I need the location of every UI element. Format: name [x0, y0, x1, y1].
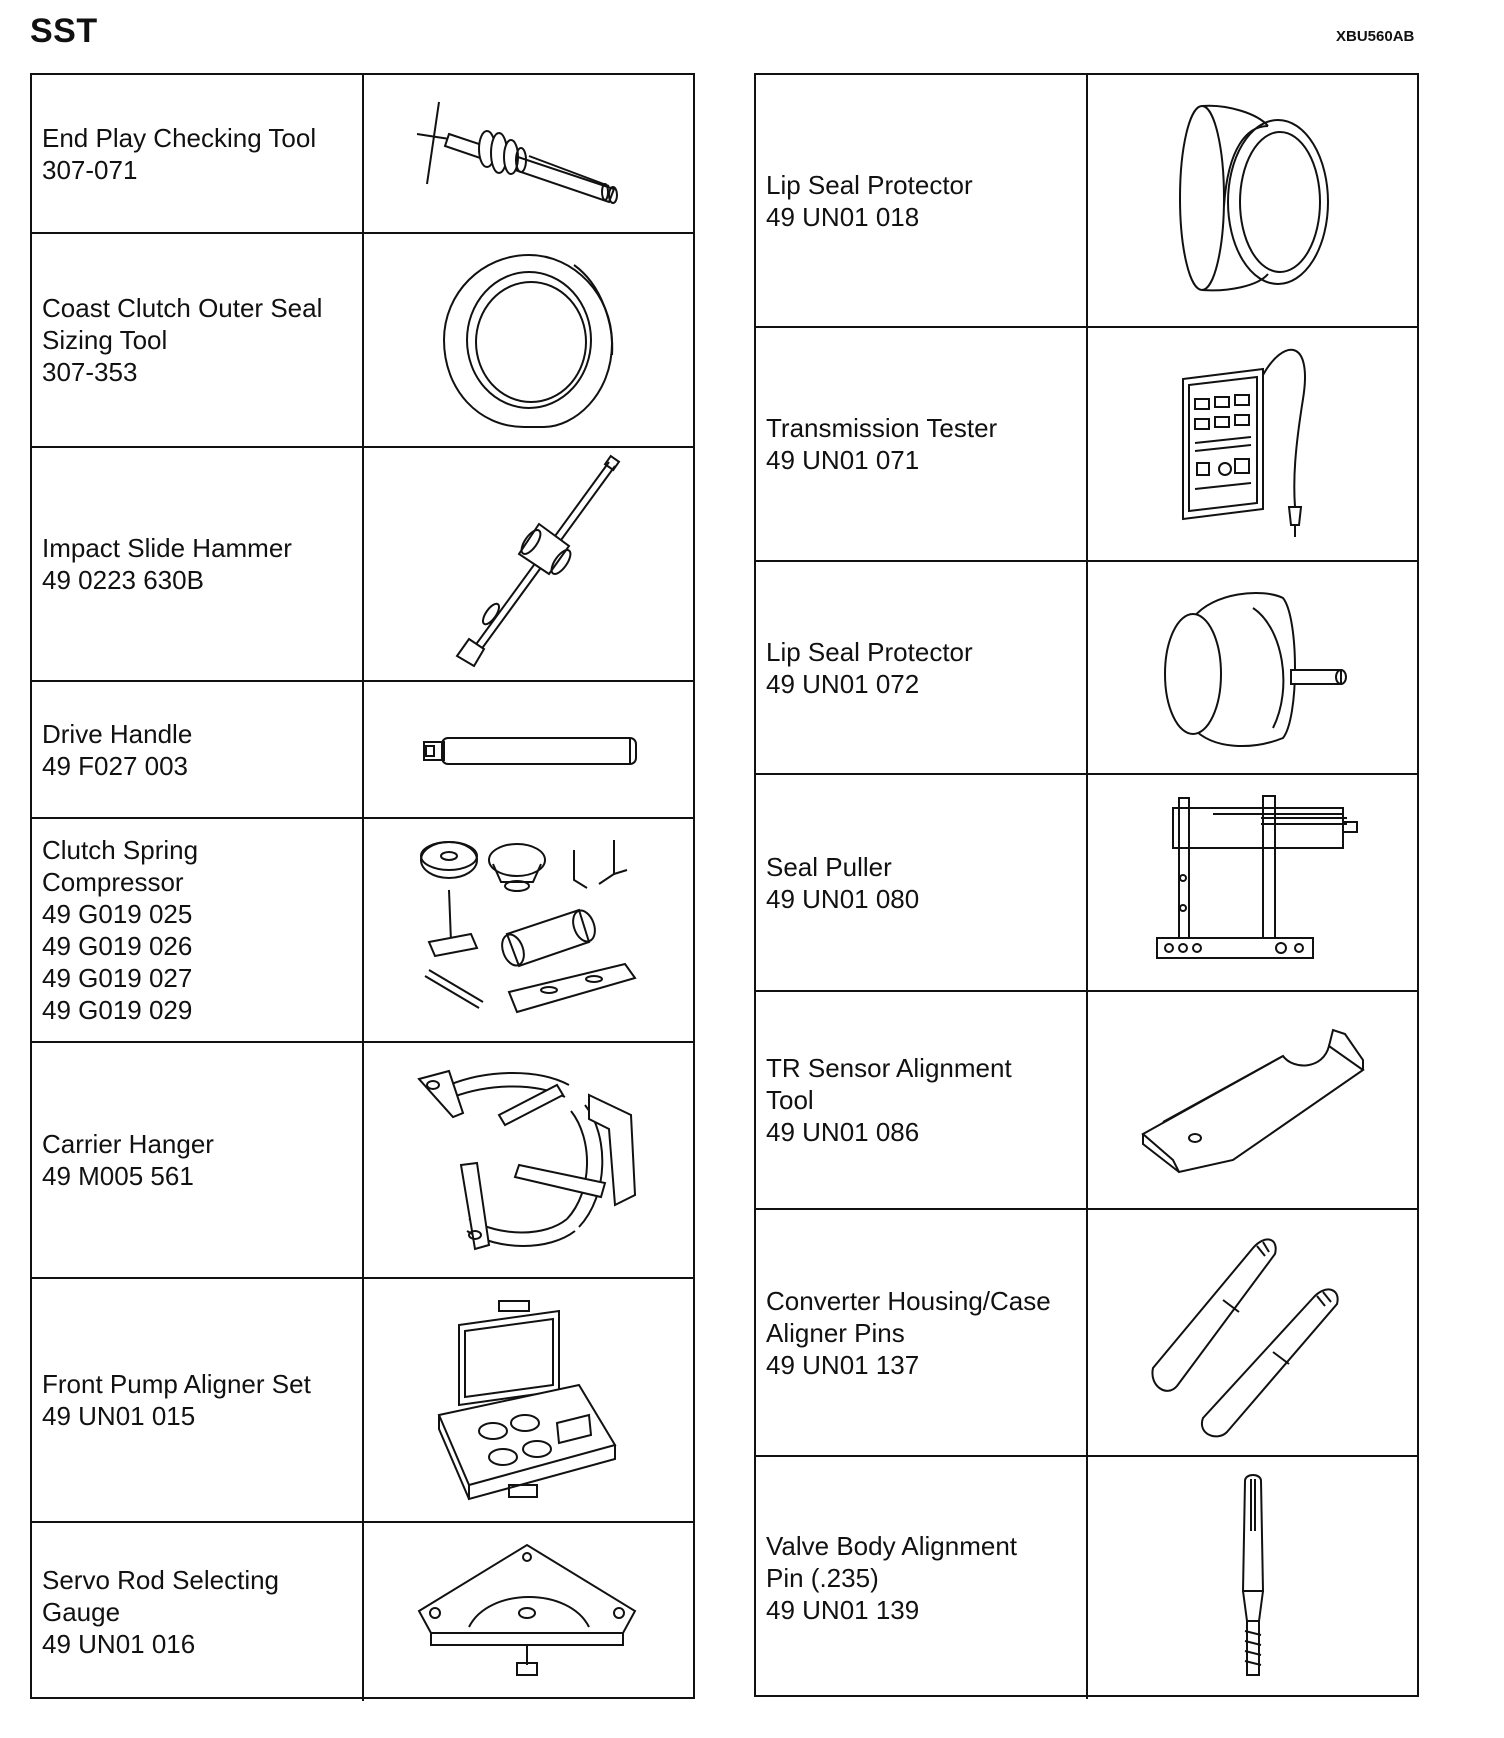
table-row [32, 1041, 693, 1277]
seal-puller-icon [1143, 788, 1363, 978]
table-row [32, 75, 693, 232]
tool-label: End Play Checking Tool 307-071 [32, 75, 364, 232]
triangular-gauge-icon [409, 1537, 649, 1687]
tool-label: Clutch Spring Compressor 49 G019 025 49 G019 026 49 G019 027 49 G019 029 [32, 819, 364, 1041]
end-play-checking-tool-icon [409, 94, 649, 214]
tool-label: Seal Puller 49 UN01 080 [756, 775, 1088, 990]
tool-label: Servo Rod Selecting Gauge 49 UN01 016 [32, 1523, 364, 1701]
tool-label: Front Pump Aligner Set 49 UN01 015 [32, 1279, 364, 1521]
slide-hammer-icon [429, 454, 629, 674]
tool-label: Transmission Tester 49 UN01 071 [756, 328, 1088, 560]
page-title: SST [30, 12, 98, 50]
tool-label: Carrier Hanger 49 M005 561 [32, 1043, 364, 1277]
tool-label: Drive Handle 49 F027 003 [32, 682, 364, 817]
drive-handle-icon [414, 720, 644, 780]
table-row [32, 446, 693, 680]
seal-sizing-ring-icon [434, 245, 624, 435]
tool-label: Valve Body Alignment Pin (.235) 49 UN01 139 [756, 1457, 1088, 1699]
alignment-bracket-icon [1133, 1010, 1373, 1190]
table-row [756, 326, 1417, 560]
aligner-case-icon [429, 1295, 629, 1505]
table-row [32, 1521, 693, 1701]
tool-label: Converter Housing/Case Aligner Pins 49 UN01 137 [756, 1210, 1088, 1455]
tool-label: Lip Seal Protector 49 UN01 072 [756, 562, 1088, 773]
table-row [756, 560, 1417, 773]
alignment-pin-icon [1223, 1471, 1283, 1686]
table-row [32, 1277, 693, 1521]
aligner-pins-icon [1143, 1228, 1363, 1438]
spring-compressor-kit-icon [409, 830, 649, 1030]
right-tool-table [754, 73, 1419, 1697]
figure-code: XBU560AB [1336, 28, 1415, 45]
table-row [32, 817, 693, 1041]
tool-label: Coast Clutch Outer Seal Sizing Tool 307-353 [32, 234, 364, 446]
tester-box-icon [1163, 339, 1343, 549]
tool-label: Lip Seal Protector 49 UN01 018 [756, 75, 1088, 326]
table-row [756, 1455, 1417, 1699]
tool-label: TR Sensor Alignment Tool 49 UN01 086 [756, 992, 1088, 1208]
table-row [756, 1208, 1417, 1455]
left-tool-table [30, 73, 695, 1699]
carrier-hanger-icon [409, 1055, 649, 1265]
lip-seal-protector-cone-icon [1153, 578, 1353, 758]
table-row [756, 990, 1417, 1208]
tool-label: Impact Slide Hammer 49 0223 630B [32, 448, 364, 680]
table-row [756, 75, 1417, 326]
lip-seal-protector-cup-icon [1168, 96, 1338, 306]
table-row [32, 680, 693, 817]
table-row [32, 232, 693, 446]
table-row [756, 773, 1417, 990]
